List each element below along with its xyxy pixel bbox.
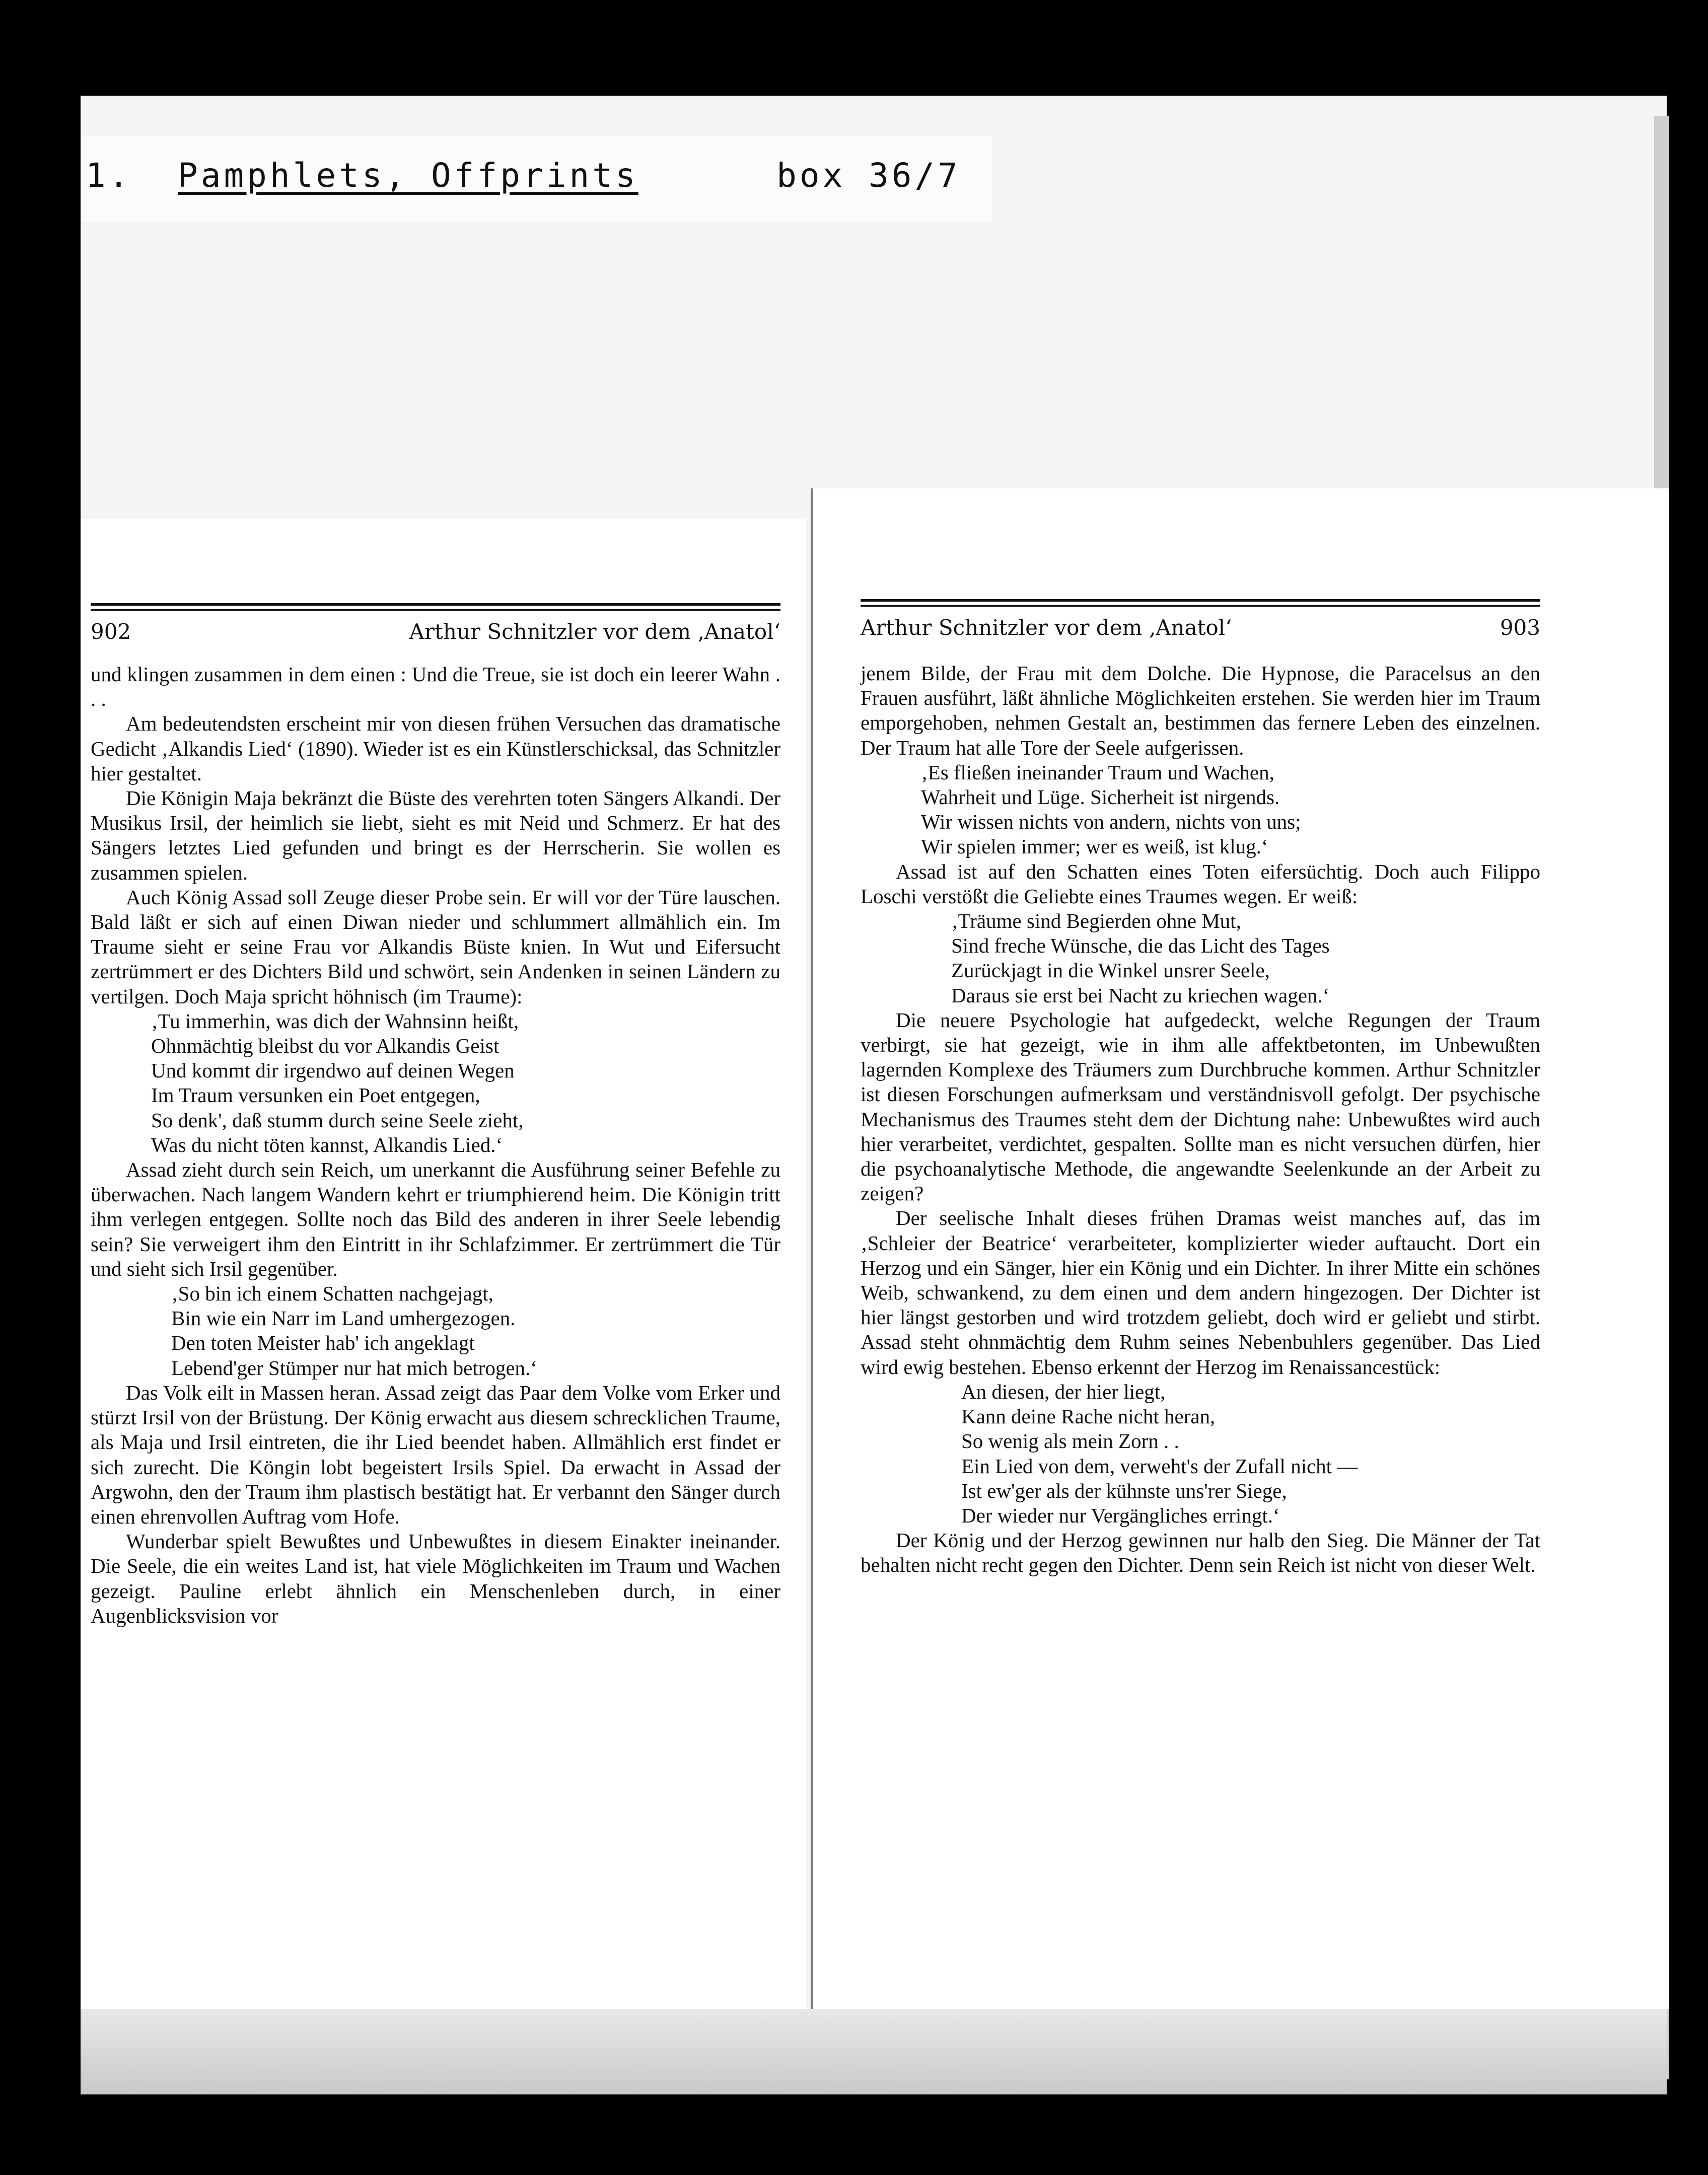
verse-line: Im Traum versunken ein Poet entgegen, bbox=[151, 1083, 480, 1107]
verse-line: So wenig als mein Zorn . . bbox=[961, 1429, 1179, 1453]
right-running-title: Arthur Schnitzler vor dem ‚Anatol‘ bbox=[861, 615, 1232, 640]
paragraph: Die Königin Maja bekränzt die Büste des verehrten toten Sängers Alkandi. Der Musikus Irsil, der heimlich sie liebt, sieht es mit Neid und Schmerz. Er hat des Sängers letztes Lied gefunden und bringt es der Herrscherin. Sie wollen es zusammen spielen. bbox=[91, 786, 780, 884]
verse-line: ‚Tu immerhin, was dich der Wahnsinn heißt, bbox=[151, 1009, 519, 1033]
verse-line: An diesen, der hier liegt, bbox=[961, 1380, 1166, 1403]
right-column-text bbox=[861, 661, 1540, 1578]
right-page bbox=[811, 488, 1669, 2009]
paragraph: Der König und der Herzog gewinnen nur halb den Sieg. Die Männer der Tat behalten nicht recht gegen den Dichter. Denn sein Reich ist nicht von dieser Welt. bbox=[861, 1529, 1540, 1577]
paragraph: Das Volk eilt in Massen heran. Assad zeigt das Paar dem Volke vom Erker und stürzt Irsil von der Brüstung. Der König erwacht aus diesem schrecklichen Traume, als Maja und Irsil eintreten, die ihr Lied beendet haben. Allmählich erst findet er sich zurecht. Die Köngin lobt begeistert Irsils Spiel. Da erwacht in Assad der Argwohn, den der Traum ihm plastisch bestätigt hat. Er verbannt den Sänger durch einen ehrenvollen Auftrag vom Hofe. bbox=[91, 1381, 780, 1528]
verse-line: Wir wissen nichts von andern, nichts von uns; bbox=[921, 810, 1301, 834]
label-number: 1. bbox=[86, 156, 132, 195]
verse-line: Wahrheit und Lüge. Sicherheit ist nirgends. bbox=[921, 785, 1280, 809]
archive-label bbox=[86, 156, 961, 195]
verse-line: Zurückjagt in die Winkel unsrer Seele, bbox=[951, 959, 1270, 982]
left-page bbox=[81, 519, 806, 2009]
left-column-text bbox=[91, 662, 780, 1628]
paragraph: Der seelische Inhalt dieses frühen Dramas weist manches auf, das im ‚Schleier der Beatrice‘ verarbeiteter, komplizierter wieder auftaucht. Dort ein Herzog und ein Sänger, hier ein König und ein Dichter. In ihrer Mitte ein schönes Weib, schwankend, zu dem einen und dem andern hingezogen. Der Dichter ist hier längst gestorben und wird trotzdem geliebt, doch wird er geliebt und stirbt. Assad steht ohnmächtig dem Ruhm seines Nebenbuhlers gegenüber. Das Lied wird ewig bestehen. Ebenso erkennt der Herzog im Renaissancestück: bbox=[861, 1206, 1540, 1379]
verse-line: Sind freche Wünsche, die das Licht des Tages bbox=[951, 934, 1330, 958]
right-page-number: 903 bbox=[1500, 615, 1540, 640]
left-page-number: 902 bbox=[91, 619, 131, 644]
paragraph: Assad ist auf den Schatten eines Toten eifersüchtig. Doch auch Filippo Loschi verstößt die Geliebte eines Traumes wegen. Er weiß: bbox=[861, 859, 1540, 908]
header-rule-top bbox=[861, 599, 1540, 602]
verse-line: Was du nicht töten kannst, Alkandis Lied.‘ bbox=[151, 1133, 503, 1156]
label-box: box 36/7 bbox=[776, 156, 961, 195]
paragraph: Die neuere Psychologie hat aufgedeckt, welche Regungen der Traum verbirgt, sie hat gezeigt, wie in ihm alle affektbetonten, im Unbewußten lagernden Komplexe des Träumers zum Durchbruche kommen. Arthur Schnitzler ist diesen Forschungen aufmerksam und verständnisvoll gefolgt. Der psychische Mechanismus des Traumes steht dem der Dichtung nahe: Unbewußtes wird auch hier verarbeitet, verdichtet, gespalten. Sollte man es nicht versuchen dürfen, hier die psychoanalytische Methode, die angewandte Seelenkunde an der Arbeit zu zeigen? bbox=[861, 1008, 1540, 1205]
label-title: Pamphlets, Offprints bbox=[177, 156, 638, 195]
verse-line: ‚Träume sind Begierden ohne Mut, bbox=[951, 909, 1241, 933]
header-rule-top bbox=[91, 603, 780, 606]
verse-line: Und kommt dir irgendwo auf deinen Wegen bbox=[151, 1059, 515, 1082]
verse-line: Ein Lied von dem, verweht's der Zufall nicht — bbox=[961, 1454, 1358, 1478]
header-rule-bottom bbox=[861, 605, 1540, 607]
paragraph: Wunderbar spielt Bewußtes und Unbewußtes in diesem Einakter ineinander. Die Seele, die ein weites Land ist, hat viele Möglichkeiten im Traum und Wachen gezeigt. Pauline erlebt ähnlich ein Menschenleben durch, in einer Augenblicksvision vor bbox=[91, 1530, 780, 1627]
verse-line: ‚So bin ich einem Schatten nachgejagt, bbox=[171, 1282, 493, 1306]
left-running-title: Arthur Schnitzler vor dem ‚Anatol‘ bbox=[409, 619, 780, 644]
verse-line: Wir spielen immer; wer es weiß, ist klug.‘ bbox=[921, 835, 1268, 858]
paragraph: und klingen zusammen in dem einen : Und die Treue, sie ist doch ein leerer Wahn . . . bbox=[91, 663, 780, 711]
verse-line: ‚Es fließen ineinander Traum und Wachen, bbox=[921, 760, 1274, 784]
paragraph: Auch König Assad soll Zeuge dieser Probe sein. Er will vor der Türe lauschen. Bald läßt er sich auf einen Diwan nieder und schlummert allmählich ein. Im Traume sieht er seine Frau vor Alkandis Büste knien. In Wut und Eifersucht zertrümmert er des Dichters Bild und schwört, sein Andenken in seinen Ländern zu vertilgen. Doch Maja spricht höhnisch (im Traume): bbox=[91, 885, 780, 1008]
paragraph: Assad zieht durch sein Reich, um unerkannt die Ausführung seiner Befehle zu überwachen. Nach langem Wandern kehrt er triumphierend heim. Die Königin tritt ihm verlegen entgegen. Sollte noch das Bild des anderen in ihrer Seele lebendig sein? Sie verweigert ihm den Eintritt in ihr Schlafzimmer. Er zertrümmert die Tür und sieht sich Irsil gegenüber. bbox=[91, 1158, 780, 1280]
verse-line: Lebend'ger Stümper nur hat mich betrogen.‘ bbox=[171, 1356, 537, 1380]
paragraph: jenem Bilde, der Frau mit dem Dolche. Die Hypnose, die Paracelsus an den Frauen ausführt, läßt ähnliche Möglichkeiten erstehen. Sie werden hier im Traum emporgehoben, nehmen Gestalt an, bestimmen das fernere Leben des einzelnen. Der Traum hat alle Tore der Seele aufgerissen. bbox=[861, 662, 1540, 759]
verse-line: Ohnmächtig bleibst du vor Alkandis Geist bbox=[151, 1034, 500, 1058]
verse-line: Ist ew'ger als der kühnste uns'rer Siege, bbox=[961, 1479, 1287, 1502]
scan-bottom-shadow bbox=[81, 2009, 1667, 2094]
verse-line: Der wieder nur Vergängliches erringt.‘ bbox=[961, 1503, 1280, 1527]
header-rule-bottom bbox=[91, 609, 780, 611]
verse-line: Bin wie ein Narr im Land umhergezogen. bbox=[171, 1307, 516, 1330]
verse-line: Daraus sie erst bei Nacht zu kriechen wagen.‘ bbox=[951, 983, 1330, 1007]
verse-line: Kann deine Rache nicht heran, bbox=[961, 1405, 1216, 1428]
verse-line: Den toten Meister hab' ich angeklagt bbox=[171, 1331, 475, 1355]
paragraph: Am bedeutendsten erscheint mir von diesen frühen Versuchen das dramatische Gedicht ‚Alkandis Lied‘ (1890). Wieder ist es ein Künstlerschicksal, das Schnitzler hier gestaltet. bbox=[91, 712, 780, 785]
verse-line: So denk', daß stumm durch seine Seele zieht, bbox=[151, 1108, 524, 1132]
